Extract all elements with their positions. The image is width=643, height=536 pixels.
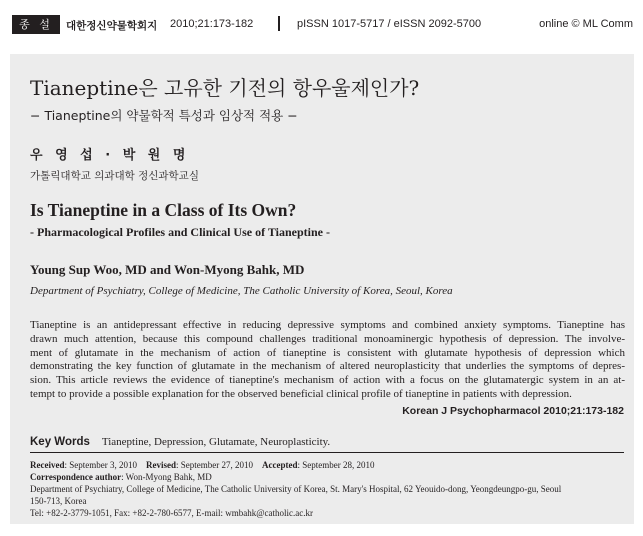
korean-authors: 우 영 섭 · 박 원 명	[30, 148, 190, 163]
english-authors: Young Sup Woo, MD and Won-Myong Bahk, MD	[30, 262, 305, 277]
journal-name: 대한정신약물학회지	[66, 20, 158, 32]
english-affiliation: Department of Psychiatry, College of Medicine, The Catholic University of Korea, Seoul, Korea	[30, 285, 453, 297]
correspondence-label: Correspondence author	[30, 472, 122, 482]
dates-line	[30, 459, 626, 471]
online-credit: online © ML Comm	[539, 18, 633, 30]
keywords-label: Key Words	[30, 436, 90, 448]
keywords-text: Tianeptine, Depression, Glutamate, Neuroplasticity.	[101, 436, 331, 448]
revised-label: Revised	[145, 460, 176, 470]
correspondence-line	[30, 471, 626, 483]
abstract	[30, 319, 625, 402]
abstract-line: demonstrating the key function of glutamate in the mechanism of altered neuroplasticity that underlies the symptoms of depres-	[30, 360, 625, 373]
category-tag: 종 설	[12, 15, 60, 34]
accepted-label: Accepted	[261, 460, 298, 470]
contact-line: Tel: +82-2-3779-1051, Fax: +82-2-780-6577, E-mail: wmbahk@catholic.ac.kr	[30, 508, 313, 518]
article-metadata	[30, 459, 626, 519]
journal-header	[12, 15, 633, 35]
address-line: Department of Psychiatry, College of Medicine, The Catholic University of Korea, St. Mary's Hospital, 62 Yeouido-dong, Yeongdeungpo-gu, Seoul	[30, 484, 562, 494]
received-date: : September 3, 2010	[64, 460, 137, 470]
divider-rule	[30, 452, 624, 453]
abstract-line: ment of glutamate in the mechanism of action of tianeptine is consistent with glutamate hypothesis of depression which	[30, 346, 625, 359]
issn: pISSN 1017-5717 / eISSN 2092-5700	[297, 18, 482, 30]
journal-citation: 2010;21:173-182	[170, 18, 254, 30]
abstract-line: tempt to provide a possible explanation for the observed beneficial clinical profile of tianeptine in patients with depression.	[30, 387, 572, 400]
korean-affiliation: 가톨릭대학교 의과대학 정신과학교실	[30, 170, 199, 182]
received-label: Received	[30, 460, 65, 470]
revised-date: : September 27, 2010	[175, 460, 253, 470]
abstract-line: sion. This article reviews the evidence of tianeptine's mechanism of action with a focus on the glutamatergic system in an at-	[30, 374, 625, 387]
correspondence-name: : Won-Myong Bahk, MD	[121, 472, 212, 482]
article-panel	[10, 54, 634, 524]
korean-subtitle: − Tianeptine의 약물학적 특성과 임상적 적용 −	[30, 108, 298, 123]
keywords	[30, 432, 330, 450]
english-title: Is Tianeptine in a Class of Its Own?	[30, 200, 297, 220]
accepted-date: : September 28, 2010	[297, 460, 375, 470]
english-subtitle: - Pharmacological Profiles and Clinical Use of Tianeptine -	[30, 225, 330, 239]
korean-title: Tianeptine은 고유한 기전의 항우울제인가?	[30, 76, 420, 100]
abstract-line: drawn much attention, because this compound challenges traditional monoaminergic hypothesis of depression. The involve-	[30, 332, 625, 345]
header-divider	[278, 16, 280, 31]
abstract-citation: Korean J Psychopharmacol 2010;21:173-182	[402, 405, 624, 417]
address-line: 150-713, Korea	[30, 496, 87, 506]
abstract-line: Tianeptine is an antidepressant effective in reducing depressive symptoms and combined anxiety symptoms. Tianeptine has	[30, 319, 625, 331]
